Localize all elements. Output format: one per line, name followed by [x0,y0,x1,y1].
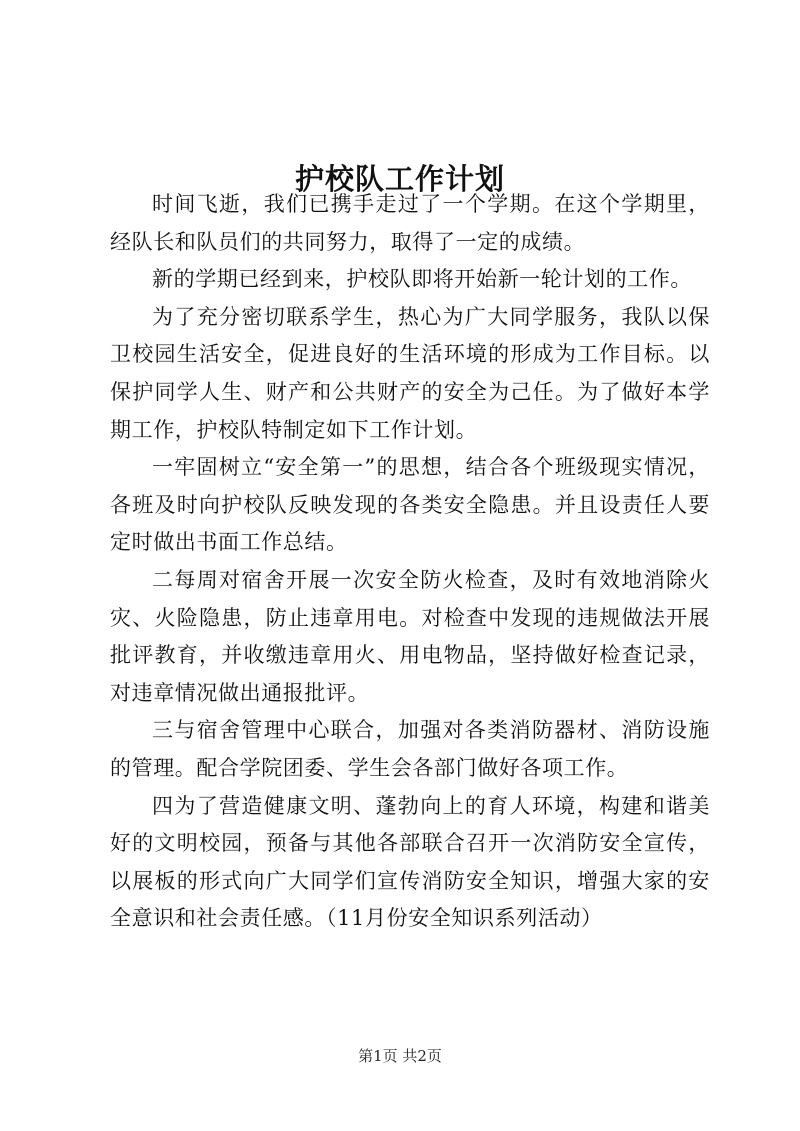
document-title: 护校队工作计划 [294,162,505,197]
page-footer: 第1页 共2页 [358,1047,442,1065]
paragraph-item-1: 一牢固树立“安全第一”的思想，结合各个班级现实情况，各班及时向护校队反映发现的各类安全隐患。并且设责任人要定时做出书面工作总结。 [110,455,710,555]
paragraph-item-2: 二每周对宿舍开展一次安全防火检查，及时有效地消除火灾、火险隐患，防止违章用电。对检查中发现的违规做法开展批评教育，并收缴违章用火、用电物品，坚持做好检查记录，对违章情况做出通报批评。 [110,567,710,705]
paragraph-new-semester: 新的学期已经到来，护校队即将开始新一轮计划的工作。 [152,267,692,292]
paragraph-item-4: 四为了营造健康文明、蓬勃向上的育人环境，构建和谐美好的文明校园，预备与其他各部联合召开一次消防安全宣传，以展板的形式向广大同学们宣传消防安全知识，增强大家的安全意识和社会责任感。（11月份安全知识系列活动） [110,793,710,931]
paragraph-intro: 时间飞逝，我们已携手走过了一个学期。在这个学期里，经队长和队员们的共同努力，取得了一定的成绩。 [110,192,710,254]
paragraph-goal: 为了充分密切联系学生，热心为广大同学服务，我队以保卫校园生活安全，促进良好的生活环境的形成为工作目标。以保护同学人生、财产和公共财产的安全为己任。为了做好本学期工作，护校队特制定如下工作计划。 [110,304,710,442]
document-body [110,186,710,938]
paragraph-item-3: 三与宿舍管理中心联合，加强对各类消防器材、消防设施的管理。配合学院团委、学生会各部门做好各项工作。 [110,718,710,780]
